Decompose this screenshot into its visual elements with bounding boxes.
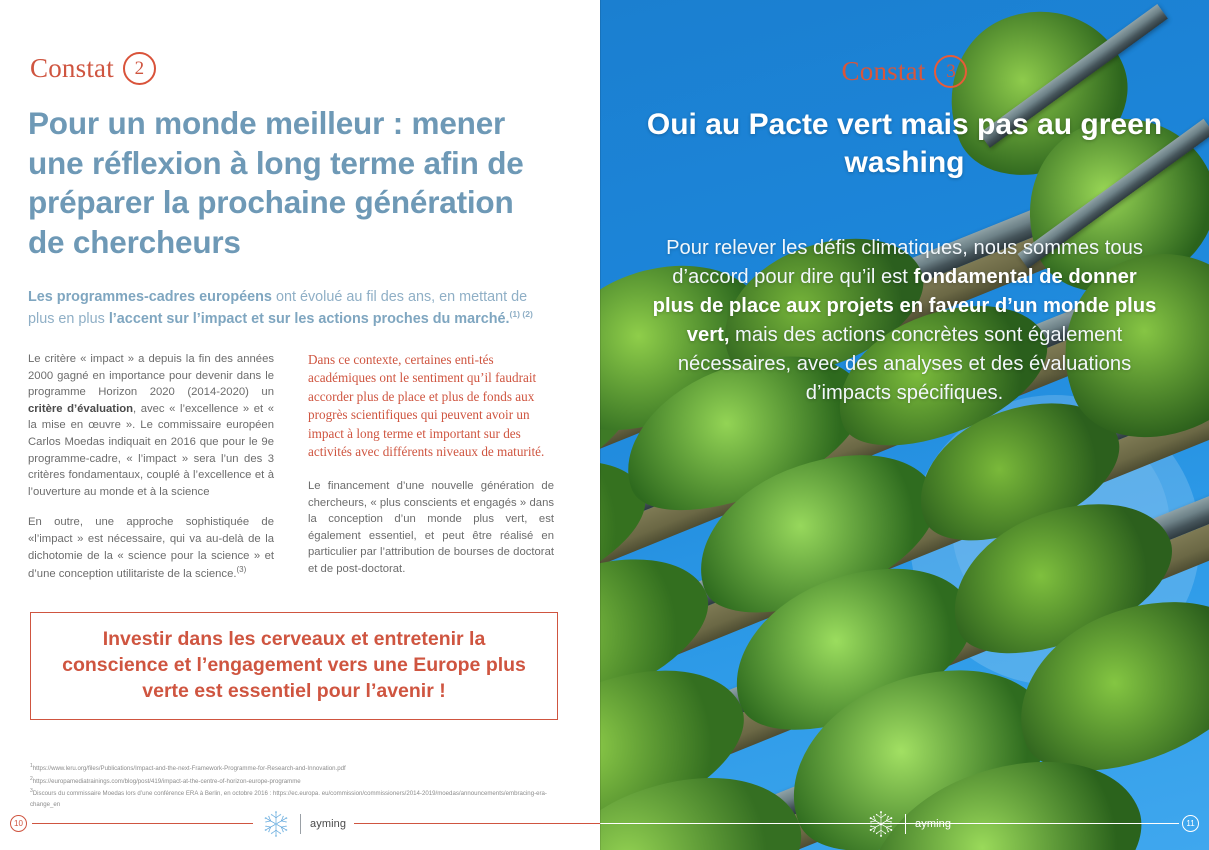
p2-text: En outre, une approche sophistiquée de «l’impact » est nécessaire, qui va au-delà de la dichotomie de la « science pour la science » et d’une conception utilitariste de la science. — [28, 516, 274, 580]
page-number-left: 10 — [10, 815, 27, 832]
paragraph-2 — [28, 514, 274, 582]
two-column-body — [28, 351, 558, 582]
footnote-marker: 3 — [30, 788, 33, 794]
brand-logo-left — [253, 806, 354, 842]
brand-logo-right — [858, 806, 959, 842]
footnote-marker: 2 — [30, 775, 33, 782]
snowflake-icon — [866, 809, 896, 839]
logo-divider — [300, 814, 301, 834]
constat-number-circle: 2 — [123, 52, 156, 85]
footnote-item — [30, 762, 570, 775]
right-page-title: Oui au Pacte vert mais pas au green washing — [646, 108, 1163, 180]
intro-mid: ont évolué au fil des ans, en mettant de plus en plus — [28, 289, 528, 328]
page-title: Pour un monde meilleur : mener une réflexion à long terme afin de préparer la prochaine génération de chercheurs — [28, 105, 524, 260]
page-number-right: 11 — [1182, 815, 1199, 832]
snowflake-icon — [261, 809, 291, 839]
right-body-a: Pour relever les défis climatiques, nous sommes tous d’accord pour dire qu’il est — [666, 237, 1143, 289]
paragraph-1 — [28, 351, 274, 500]
p1-bold: critère d’évaluation — [28, 402, 134, 415]
callout-text: Investir dans les cerveaux et entretenir la conscience et l’engagement vers une Europe plus verte est essentiel pour l’avenir ! — [62, 628, 526, 702]
intro-lead: Les programmes-cadres européens — [28, 289, 272, 305]
logo-wordmark: ayming — [915, 818, 952, 830]
intro-bold2: l’accent sur l’impact et sur les actions proches du marché. — [108, 311, 510, 328]
page-gutter — [600, 0, 601, 850]
footnote-text: https://www.leru.org/files/Publications/Impact-and-the-next-Framework-Programme-for-Research-and-Innovation.pdf — [32, 765, 346, 773]
right-page-body — [600, 234, 1209, 408]
column-left — [28, 351, 274, 582]
p1-part-a: Le critère « impact » a depuis la fin des années 2000 gagné en importance pour devenir dans le programme Horizon 2020 (2014-2020) un — [28, 353, 274, 399]
constat-badge-right — [600, 55, 1209, 88]
footnote-marker: 1 — [30, 763, 33, 769]
right-body-b: mais des actions concrètes sont également nécessaires, avec des analyses et des évaluations d’impacts spécifiques. — [677, 324, 1132, 405]
left-page — [0, 0, 600, 850]
constat-label: Constat — [841, 56, 926, 86]
constat-number-circle: 3 — [934, 55, 967, 88]
highlight-paragraph: Dans ce contexte, certaines enti-tés académiques ont le sentiment qu’il faudrait accorder plus de place et plus de fonds aux progrès scientifiques qui peuvent avoir un impact à long terme et important sur des activités avec différents niveaux de maturité. — [308, 352, 545, 460]
constat-label: Constat — [30, 53, 114, 83]
right-page-footer — [600, 798, 1209, 850]
footnote-text: Discours du commissaire Moedas lors d’une conférence ERA à Berlin, en octobre 2016 : https://ec.europa. eu/commission/commissioners/2014-2019/moedas/announcements/embracing-era-change_en — [30, 790, 547, 808]
column-right — [308, 351, 554, 582]
p2-ref: (3) — [236, 565, 247, 575]
constat-badge-left — [30, 52, 156, 85]
callout-box — [30, 612, 558, 720]
p1-part-b: , avec « l’excellence » et « la mise en œuvre ». Le commissaire européen Carlos Moedas indiquait en 2016 que pour le 9e programme-cadre, « l’impact » sera l’un des 3 critères fondamentaux, couplé à l’excellence et à l’ouverture au monde et à la science — [28, 402, 274, 498]
logo-divider — [905, 814, 906, 834]
intro-paragraph — [28, 286, 550, 331]
paragraph-3: Le financement d’une nouvelle génération de chercheurs, « plus conscients et engagés » dans la conception d’un monde plus vert, est également essentiel, et peut être réalisé en particulier par l’attribution de bourses de doctorat et de post-doctorat. — [308, 479, 554, 575]
right-body-bold: fondamental de donner plus de place aux projets en faveur d’un monde plus vert, — [652, 266, 1157, 347]
left-page-footer — [0, 798, 600, 850]
logo-wordmark: ayming — [310, 818, 347, 830]
right-page — [600, 0, 1209, 850]
intro-refs: (1) (2) — [509, 309, 533, 320]
footnote-item — [30, 775, 570, 788]
footnote-text: https://europamediatrainings.com/blog/post/419/impact-at-the-centre-of-horizon-europe-programme — [32, 777, 301, 785]
